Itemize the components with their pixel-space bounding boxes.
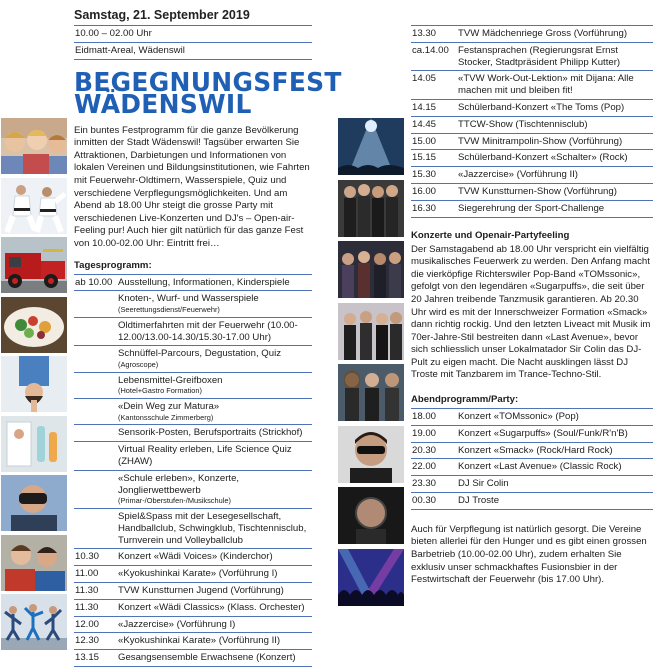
table-row [411, 200, 653, 217]
table-row [74, 599, 312, 616]
photo-school-kids [1, 535, 67, 591]
table-row [74, 549, 312, 566]
row-text [117, 399, 312, 425]
photo-lab [1, 416, 67, 472]
row-time: 00.30 [411, 493, 457, 510]
row-sublabel: (Hotel+Gastro Formation) [118, 386, 202, 396]
table-row [74, 650, 312, 667]
row-label: Konzert «Wädi Classics» (Klass. Orchester) [118, 601, 305, 613]
row-label: TVW Kunstturnen-Show (Vorführung) [458, 185, 617, 197]
row-time: 10.30 [74, 549, 117, 566]
row-label: Knoten-, Wurf- und Wasserspiele [118, 293, 259, 305]
row-label: Schülerband-Konzert «The Toms (Pop) [458, 101, 625, 113]
row-time: 13.15 [74, 650, 117, 667]
row-label: «Jazzercise» (Vorführung II) [458, 169, 578, 181]
row-label: Spiel&Spass mit der Lesegesellschaft, Handballclub, Schwingklub, Tischtennisclub, Turnverein und Volleyballclub [118, 511, 307, 546]
photo-student [1, 356, 67, 412]
day-program-continued-table [411, 25, 653, 218]
table-row [74, 470, 312, 508]
table-row [411, 442, 653, 459]
row-text [117, 616, 312, 633]
row-text [457, 99, 653, 116]
row-label: Schnüffel-Parcours, Degustation, Quiz [118, 348, 281, 360]
row-time [74, 442, 117, 471]
row-time: 18.00 [411, 409, 457, 426]
photo-food [1, 297, 67, 353]
row-time: ca.14.00 [411, 42, 457, 71]
row-label: Konzert «TOMssonic» (Pop) [458, 411, 579, 423]
row-text [117, 470, 312, 508]
row-sublabel: (Seerettungsdienst/Feuerwehr) [118, 305, 220, 315]
row-text [457, 200, 653, 217]
evening-program-table [411, 408, 653, 510]
column-left [74, 8, 342, 667]
row-sublabel: (Primar-/Oberstufen-/Musikschule) [118, 496, 231, 506]
event-date: Samstag, 21. September 2019 [74, 8, 312, 26]
photo-karate [1, 178, 67, 234]
photo-fire-truck [1, 237, 67, 293]
row-time: 14.15 [411, 99, 457, 116]
table-row [74, 425, 312, 442]
row-time: 12.30 [74, 633, 117, 650]
row-label: «Jazzercise» (Vorführung I) [118, 618, 236, 630]
day-program-table [74, 274, 312, 667]
table-row [74, 291, 312, 317]
row-label: Konzert «Sugarpuffs» (Soul/Funk/R'n'B) [458, 427, 628, 439]
row-time: 19.00 [411, 425, 457, 442]
table-row [74, 442, 312, 471]
row-time: 14.05 [411, 71, 457, 100]
row-label: Siegerehrung der Sport-Challenge [458, 202, 605, 214]
row-label: Lebensmittel-Greifboxen [118, 374, 223, 386]
photo-strip-right [338, 118, 404, 610]
row-label: DJ Troste [458, 495, 500, 507]
row-text [457, 183, 653, 200]
evening-program-heading: Abendprogramm/Party: [411, 394, 519, 406]
row-time: 20.30 [411, 442, 457, 459]
photo-strip-left [1, 118, 67, 654]
row-label: DJ Sir Colin [458, 478, 509, 490]
table-row [411, 409, 653, 426]
row-text [457, 409, 653, 426]
row-time: 11.30 [74, 599, 117, 616]
table-row [74, 566, 312, 583]
table-row [74, 633, 312, 650]
table-row [411, 493, 653, 510]
row-time [74, 317, 117, 346]
row-time: 16.00 [411, 183, 457, 200]
row-text [117, 566, 312, 583]
photo-band-last-avenue [338, 364, 404, 421]
photo-children [1, 118, 67, 174]
evening-heading: Konzerte und Openair-Partyfeeling [411, 229, 570, 241]
table-row [411, 425, 653, 442]
row-label: «Kyokushinkai Karate» (Vorführung I) [118, 568, 278, 580]
row-text [117, 650, 312, 667]
row-text [117, 317, 312, 346]
table-row [74, 372, 312, 398]
row-text [117, 549, 312, 566]
row-time [74, 291, 117, 317]
table-row [74, 509, 312, 549]
row-text [117, 509, 312, 549]
table-row [411, 26, 653, 43]
row-time [74, 346, 117, 372]
photo-vr [1, 475, 67, 531]
day-program-heading: Tagesprogramm: [74, 259, 152, 271]
row-label: Ausstellung, Informationen, Kinderspiele [118, 276, 290, 288]
column-right [411, 25, 653, 587]
row-text [457, 425, 653, 442]
row-text [117, 425, 312, 442]
row-label: TVW Minitrampolin-Show (Vorführung) [458, 135, 623, 147]
row-time [74, 372, 117, 398]
row-time: 11.00 [74, 566, 117, 583]
table-row [74, 616, 312, 633]
row-text [457, 459, 653, 476]
row-text [117, 583, 312, 600]
photo-band-tomssonic [338, 180, 404, 237]
row-time: 15.00 [411, 133, 457, 150]
row-time: 16.30 [411, 200, 457, 217]
table-row [74, 399, 312, 425]
photo-concert-stage [338, 118, 404, 175]
row-sublabel: (Kantonsschule Zimmerberg) [118, 412, 214, 422]
row-label: Gesangsensemble Erwachsene (Konzert) [118, 652, 296, 664]
row-text [457, 442, 653, 459]
table-row [411, 99, 653, 116]
row-label: Schülerband-Konzert «Schalter» (Rock) [458, 152, 628, 164]
row-label: Festansprachen (Regierungsrat Ernst Stocker, Stadtpräsident Philipp Kutter) [458, 44, 621, 68]
row-label: Sensorik-Posten, Berufsportraits (Strickhof) [118, 427, 303, 439]
row-text [117, 291, 312, 317]
row-time: 22.00 [411, 459, 457, 476]
row-label: «Kyokushinkai Karate» (Vorführung II) [118, 635, 281, 647]
title-line-2: WÄDENSWIL [74, 89, 252, 120]
table-row [411, 476, 653, 493]
row-label: «Schule erleben», Konzerte, Jonglierwettbewerb [118, 472, 240, 496]
row-text [117, 599, 312, 616]
row-text [117, 633, 312, 650]
row-time: 12.00 [74, 616, 117, 633]
row-text [117, 442, 312, 471]
row-time [74, 509, 117, 549]
row-text [457, 167, 653, 184]
row-text [117, 346, 312, 372]
row-text [457, 26, 653, 43]
row-text [457, 71, 653, 100]
row-text [457, 133, 653, 150]
event-location: Eidmatt-Areal, Wädenswil [74, 43, 312, 60]
evening-text: Der Samstagabend ab 18.00 Uhr verspricht ein vielfältig musikalisches Feuerwerk zu werden. Den Anfang macht die vierköpfige Richterswiler Pop-Band «TOMssonic», gefolgt von den legendären «Sugarpuffs», die seit über 20 Jahren treibende Tanzmusik garantieren. Ab 20.30 Uhr wird es mit der Innerschweizer Formation «Smack» dann richtig rockig. Und den letzten Liveact mit Musik im 70er-Jahre-Stil bestreiten dann «Last Avenue», bevor sich schliesslich unser Lokalmatador Sir Colin das DJ-Pult zu eigen macht. Die Nacht ausklingen lässt DJ Troste mit Tanzbarem im Trance-Techno-Stil. [411, 243, 651, 381]
row-sublabel: (Agroscope) [118, 360, 159, 370]
table-row [411, 183, 653, 200]
row-label: Konzert «Wädi Voices» (Kinderchor) [118, 551, 273, 563]
photo-dj-sir-colin [338, 426, 404, 483]
row-label: Konzert «Smack» (Rock/Hard Rock) [458, 444, 613, 456]
row-label: TVW Mädchenriege Gross (Vorführung) [458, 28, 628, 39]
row-label: Konzert «Last Avenue» (Classic Rock) [458, 461, 622, 473]
table-row [411, 150, 653, 167]
row-text [457, 42, 653, 71]
table-row [411, 133, 653, 150]
row-label: «Dein Weg zur Matura» [118, 401, 220, 413]
row-label: «TVW Work-Out-Lektion» mit Dijana: Alle machen mit und bleiben fit! [458, 73, 634, 97]
photo-party-crowd [338, 549, 404, 606]
table-row [411, 71, 653, 100]
row-label: TVW Kunstturnen Jugend (Vorführung) [118, 585, 284, 597]
row-time: ab 10.00 [74, 274, 117, 291]
intro-text: Ein buntes Festprogramm für die ganze Bevölkerung inmitten der Stadt Wädenswil! Tagsüber erwarten Sie Attraktionen, Darbietungen und Informationen von lokalen Vereinen und Bildungsinstitutionen, wie Fahrten mit Feuerwehr-Oldtimern, Wasserspiele, Quiz und verschiedene Verpflegungsmöglichkeiten. Und am Abend ab 18.00 Uhr steigt die grosse Party mit verschiedenen Live-Konzerten und DJ's – Open-air-Feeling pur! Auch hier gilt natürlich für das ganze Fest von 10.00-02.00 Uhr: Eintritt frei… [74, 124, 310, 249]
row-time [74, 425, 117, 442]
page-title [74, 67, 342, 120]
photo-band-smack [338, 303, 404, 360]
photo-band-sugarpuffs [338, 241, 404, 298]
row-text [457, 476, 653, 493]
title-line-1: BEGEGNUNGSFEST [74, 67, 342, 98]
photo-dj-troste [338, 487, 404, 544]
row-label: TTCW-Show (Tischtennisclub) [458, 118, 588, 130]
row-text [457, 493, 653, 510]
row-label: Oldtimerfahrten mit der Feuerwehr (10.00-12.00/13.00-14.30/15.30-17.00 Uhr) [118, 319, 298, 343]
row-time: 15.30 [411, 167, 457, 184]
row-time: 11.30 [74, 583, 117, 600]
row-time [74, 399, 117, 425]
row-text [117, 274, 312, 291]
table-row [411, 116, 653, 133]
table-row [411, 167, 653, 184]
row-text [457, 116, 653, 133]
row-time: 15.15 [411, 150, 457, 167]
row-text [117, 372, 312, 398]
row-time: 23.30 [411, 476, 457, 493]
row-time: 13.30 [411, 26, 457, 43]
closing-text: Auch für Verpflegung ist natürlich gesorgt. Die Vereine bieten allerlei für den Hunger und es gibt einen grossen Barbetrieb (10.00-02.00 Uhr), zudem erhalten Sie exklusiv unser schmackhaftes Fusionsbier in der Festwirtschaft der Feuerwehr (bis 17.00 Uhr). [411, 523, 647, 586]
table-row [411, 42, 653, 71]
table-row [411, 459, 653, 476]
event-time: 10.00 – 02.00 Uhr [74, 26, 312, 43]
table-row [74, 583, 312, 600]
row-time: 14.45 [411, 116, 457, 133]
row-label: Virtual Reality erleben, Life Science Quiz (ZHAW) [118, 444, 292, 468]
photo-dancers [1, 594, 67, 650]
table-row [74, 274, 312, 291]
row-text [457, 150, 653, 167]
table-row [74, 346, 312, 372]
row-time [74, 470, 117, 508]
table-row [74, 317, 312, 346]
